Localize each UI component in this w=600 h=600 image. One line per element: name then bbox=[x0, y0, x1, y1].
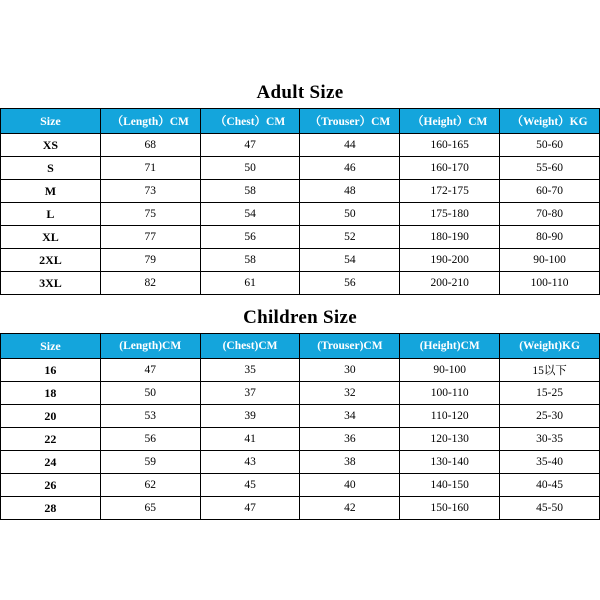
cell-trouser: 48 bbox=[300, 180, 400, 203]
column-header-size: Size bbox=[1, 109, 101, 134]
table-header-row bbox=[1, 334, 600, 359]
table-row bbox=[1, 474, 600, 497]
cell-weight: 100-110 bbox=[500, 272, 600, 295]
adult-size-table-body bbox=[1, 134, 600, 295]
cell-weight: 90-100 bbox=[500, 249, 600, 272]
cell-height: 150-160 bbox=[400, 497, 500, 520]
cell-chest: 43 bbox=[200, 451, 300, 474]
cell-height: 110-120 bbox=[400, 405, 500, 428]
table-row bbox=[1, 203, 600, 226]
cell-height: 200-210 bbox=[400, 272, 500, 295]
cell-weight: 55-60 bbox=[500, 157, 600, 180]
cell-chest: 56 bbox=[200, 226, 300, 249]
table-row bbox=[1, 249, 600, 272]
column-header-size: Size bbox=[1, 334, 101, 359]
cell-weight: 70-80 bbox=[500, 203, 600, 226]
cell-weight: 50-60 bbox=[500, 134, 600, 157]
cell-chest: 37 bbox=[200, 382, 300, 405]
cell-height: 175-180 bbox=[400, 203, 500, 226]
column-header-chest: （Chest）CM bbox=[200, 109, 300, 134]
column-header-height: (Height)CM bbox=[400, 334, 500, 359]
cell-size: M bbox=[1, 180, 101, 203]
cell-size: 18 bbox=[1, 382, 101, 405]
column-header-weight: （Weight）KG bbox=[500, 109, 600, 134]
cell-chest: 58 bbox=[200, 180, 300, 203]
cell-height: 172-175 bbox=[400, 180, 500, 203]
cell-trouser: 46 bbox=[300, 157, 400, 180]
cell-height: 100-110 bbox=[400, 382, 500, 405]
children-size-table bbox=[0, 333, 600, 520]
adult-size-title: Adult Size bbox=[256, 82, 344, 103]
cell-height: 130-140 bbox=[400, 451, 500, 474]
cell-size: 2XL bbox=[1, 249, 101, 272]
column-header-trouser: (Trouser)CM bbox=[300, 334, 400, 359]
cell-height: 160-165 bbox=[400, 134, 500, 157]
cell-height: 190-200 bbox=[400, 249, 500, 272]
table-row bbox=[1, 180, 600, 203]
cell-trouser: 52 bbox=[300, 226, 400, 249]
cell-size: 3XL bbox=[1, 272, 101, 295]
cell-weight: 25-30 bbox=[500, 405, 600, 428]
table-row bbox=[1, 359, 600, 382]
cell-trouser: 38 bbox=[300, 451, 400, 474]
table-row bbox=[1, 382, 600, 405]
section-spacer bbox=[0, 295, 600, 307]
cell-weight: 80-90 bbox=[500, 226, 600, 249]
cell-length: 59 bbox=[100, 451, 200, 474]
cell-weight: 40-45 bbox=[500, 474, 600, 497]
cell-weight: 45-50 bbox=[500, 497, 600, 520]
cell-trouser: 32 bbox=[300, 382, 400, 405]
cell-chest: 45 bbox=[200, 474, 300, 497]
size-tables-container bbox=[0, 82, 600, 520]
cell-size: 22 bbox=[1, 428, 101, 451]
column-header-chest: (Chest)CM bbox=[200, 334, 300, 359]
cell-length: 56 bbox=[100, 428, 200, 451]
cell-trouser: 56 bbox=[300, 272, 400, 295]
cell-size: 28 bbox=[1, 497, 101, 520]
adult-size-section bbox=[0, 82, 600, 295]
cell-chest: 58 bbox=[200, 249, 300, 272]
cell-trouser: 44 bbox=[300, 134, 400, 157]
children-size-table-head bbox=[1, 334, 600, 359]
cell-trouser: 30 bbox=[300, 359, 400, 382]
cell-trouser: 36 bbox=[300, 428, 400, 451]
cell-length: 73 bbox=[100, 180, 200, 203]
cell-height: 180-190 bbox=[400, 226, 500, 249]
children-size-table-body bbox=[1, 359, 600, 520]
cell-size: 26 bbox=[1, 474, 101, 497]
column-header-weight: (Weight)KG bbox=[500, 334, 600, 359]
cell-length: 79 bbox=[100, 249, 200, 272]
column-header-length: （Length）CM bbox=[100, 109, 200, 134]
table-row bbox=[1, 451, 600, 474]
cell-chest: 41 bbox=[200, 428, 300, 451]
cell-chest: 54 bbox=[200, 203, 300, 226]
cell-height: 90-100 bbox=[400, 359, 500, 382]
cell-height: 160-170 bbox=[400, 157, 500, 180]
cell-length: 65 bbox=[100, 497, 200, 520]
table-row bbox=[1, 428, 600, 451]
children-size-section bbox=[0, 307, 600, 520]
cell-weight: 15以下 bbox=[500, 359, 600, 382]
table-row bbox=[1, 157, 600, 180]
cell-size: 16 bbox=[1, 359, 101, 382]
cell-length: 71 bbox=[100, 157, 200, 180]
table-row bbox=[1, 226, 600, 249]
cell-chest: 61 bbox=[200, 272, 300, 295]
cell-chest: 39 bbox=[200, 405, 300, 428]
table-row bbox=[1, 405, 600, 428]
cell-trouser: 54 bbox=[300, 249, 400, 272]
adult-size-table bbox=[0, 108, 600, 295]
cell-height: 120-130 bbox=[400, 428, 500, 451]
cell-size: 24 bbox=[1, 451, 101, 474]
cell-size: S bbox=[1, 157, 101, 180]
table-header-row bbox=[1, 109, 600, 134]
table-row bbox=[1, 272, 600, 295]
cell-chest: 50 bbox=[200, 157, 300, 180]
column-header-height: （Height）CM bbox=[400, 109, 500, 134]
children-size-title: Children Size bbox=[243, 307, 357, 328]
cell-size: 20 bbox=[1, 405, 101, 428]
cell-length: 77 bbox=[100, 226, 200, 249]
cell-trouser: 42 bbox=[300, 497, 400, 520]
cell-trouser: 40 bbox=[300, 474, 400, 497]
cell-length: 82 bbox=[100, 272, 200, 295]
cell-length: 50 bbox=[100, 382, 200, 405]
cell-trouser: 34 bbox=[300, 405, 400, 428]
column-header-trouser: （Trouser）CM bbox=[300, 109, 400, 134]
table-row bbox=[1, 497, 600, 520]
table-row bbox=[1, 134, 600, 157]
cell-weight: 15-25 bbox=[500, 382, 600, 405]
cell-trouser: 50 bbox=[300, 203, 400, 226]
cell-length: 75 bbox=[100, 203, 200, 226]
cell-size: L bbox=[1, 203, 101, 226]
cell-height: 140-150 bbox=[400, 474, 500, 497]
cell-chest: 47 bbox=[200, 134, 300, 157]
adult-size-table-head bbox=[1, 109, 600, 134]
cell-length: 47 bbox=[100, 359, 200, 382]
cell-weight: 30-35 bbox=[500, 428, 600, 451]
cell-weight: 35-40 bbox=[500, 451, 600, 474]
cell-length: 68 bbox=[100, 134, 200, 157]
cell-length: 53 bbox=[100, 405, 200, 428]
cell-chest: 47 bbox=[200, 497, 300, 520]
column-header-length: (Length)CM bbox=[100, 334, 200, 359]
cell-weight: 60-70 bbox=[500, 180, 600, 203]
cell-size: XS bbox=[1, 134, 101, 157]
cell-size: XL bbox=[1, 226, 101, 249]
cell-length: 62 bbox=[100, 474, 200, 497]
cell-chest: 35 bbox=[200, 359, 300, 382]
